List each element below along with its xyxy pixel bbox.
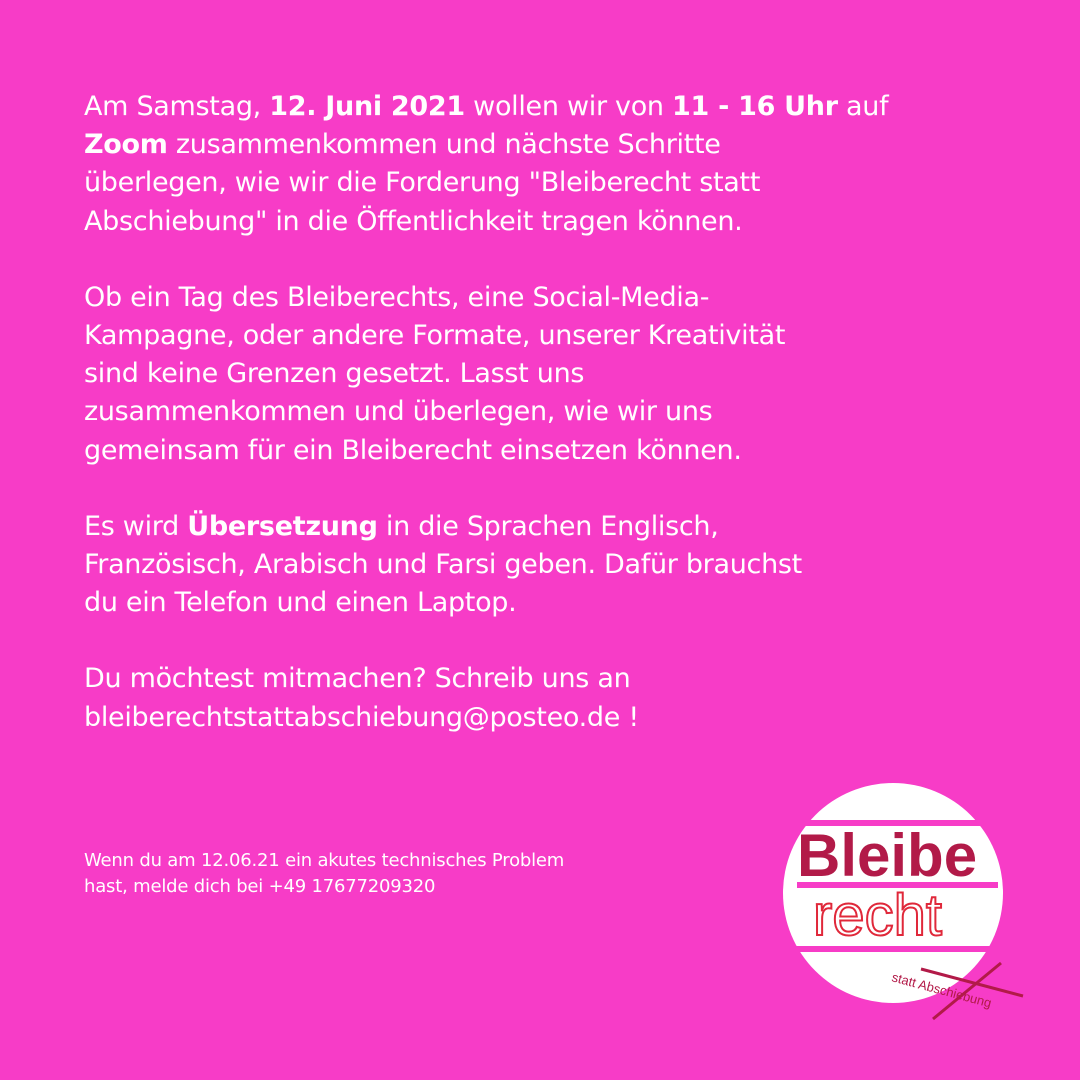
paragraph-ideas [84, 279, 1004, 470]
announcement-text [84, 88, 1004, 775]
text-segment: wollen wir von [464, 91, 673, 122]
paragraph-event-details [84, 88, 1004, 241]
text-line: überlegen, wie wir die Forderung "Bleiberecht statt [84, 167, 761, 199]
text-segment: Es wird [84, 510, 188, 542]
text-line: Kampagne, oder andere Formate, unserer Kreativität [84, 320, 786, 352]
text-line: sind keine Grenzen gesetzt. Lasst uns [84, 358, 585, 390]
logo-graphic [783, 783, 1003, 1011]
phone-number-line: hast, melde dich bei +49 17677209320 [84, 876, 436, 897]
text-line: Ob ein Tag des Bleiberechts, eine Social-Media- [84, 281, 710, 313]
text-segment: auf [837, 91, 889, 122]
event-date: 12. Juni 2021 [269, 91, 465, 122]
text-segment: Am Samstag, [84, 91, 270, 122]
paragraph-contact [84, 660, 1004, 736]
logo-word-recht: recht [813, 883, 942, 948]
text-line [84, 126, 1004, 164]
text-segment: in die Sprachen Englisch, [377, 510, 719, 542]
text-line: Du möchtest mitmachen? Schreib uns an [84, 663, 631, 695]
text-line: Wenn du am 12.06.21 ein akutes technisches Problem [84, 850, 565, 871]
bleiberecht-logo-icon [783, 783, 1003, 1011]
text-line [84, 88, 1004, 126]
text-line: Französisch, Arabisch und Farsi geben. Dafür brauchst [84, 549, 802, 581]
text-line: du ein Telefon und einen Laptop. [84, 587, 517, 619]
event-platform: Zoom [84, 129, 168, 161]
text-line: Abschiebung" in die Öffentlichkeit tragen können. [84, 205, 743, 237]
translation-keyword: Übersetzung [187, 510, 378, 542]
logo-tagline: statt Abschiebung [890, 969, 994, 1011]
text-segment: zusammenkommen und nächste Schritte [167, 129, 721, 161]
tech-support-note [84, 848, 564, 900]
text-line: gemeinsam für ein Bleiberecht einsetzen können. [84, 434, 742, 466]
text-line: zusammenkommen und überlegen, wie wir uns [84, 396, 713, 428]
text-line [84, 508, 1004, 546]
event-time: 11 - 16 Uhr [672, 91, 838, 122]
paragraph-translation [84, 508, 1004, 623]
contact-email: bleiberechtstattabschiebung@posteo.de ! [84, 701, 639, 733]
logo-word-bleibe: Bleibe [797, 822, 978, 889]
